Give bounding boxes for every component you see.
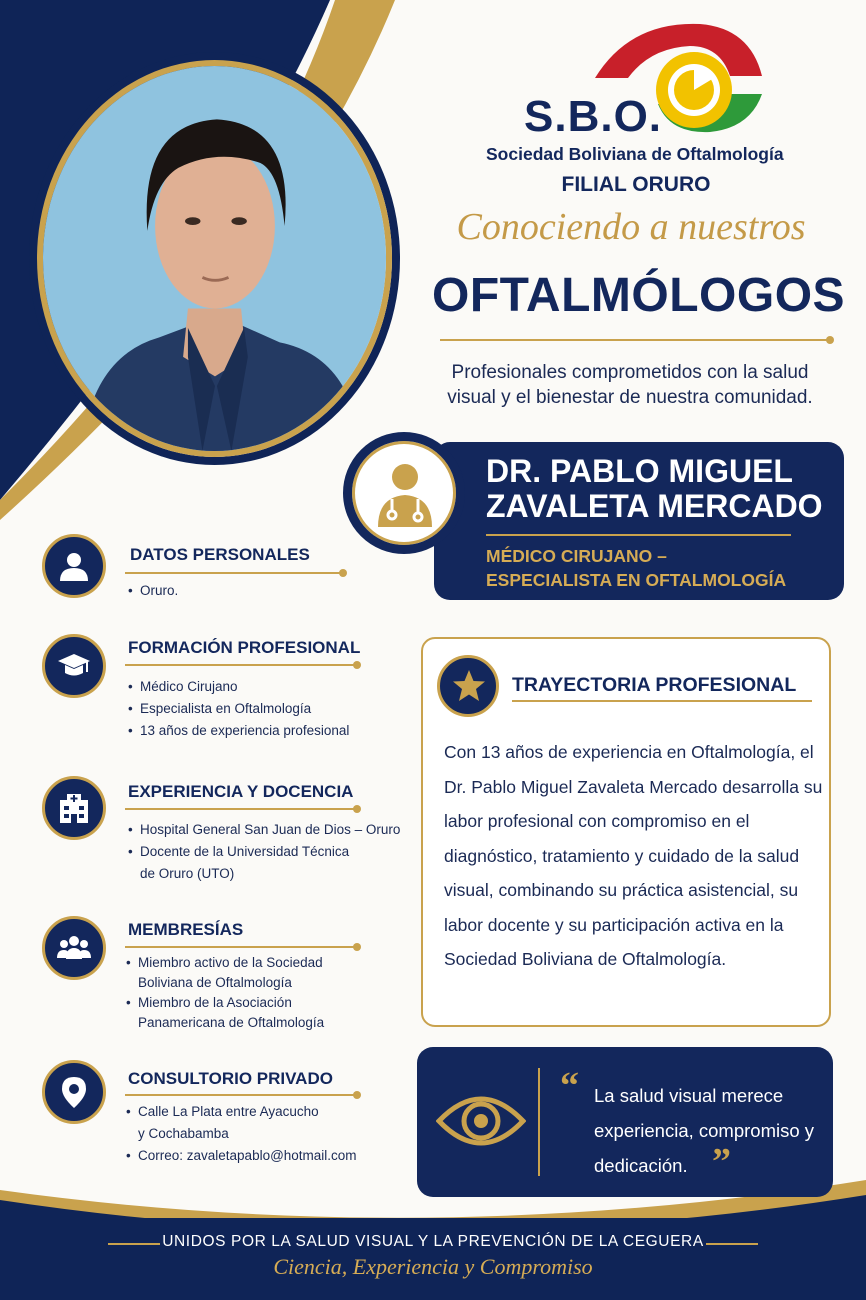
list-item: • Correo: zavaletapablo@hotmail.com bbox=[126, 1145, 416, 1167]
list-item: • 13 años de experiencia profesional bbox=[128, 720, 408, 742]
personal-data-divider bbox=[125, 572, 343, 574]
list-item-continuation: Boliviana de Oftalmología bbox=[138, 975, 292, 990]
quote-divider bbox=[538, 1068, 540, 1176]
memberships-divider bbox=[125, 946, 357, 948]
doctor-name-line1: DR. PABLO MIGUEL bbox=[486, 453, 793, 489]
office-list bbox=[126, 1101, 416, 1167]
personal-data-title: DATOS PERSONALES bbox=[130, 545, 310, 564]
list-item: • Miembro activo de la Sociedad bbox=[126, 953, 406, 973]
list-item-continuation: de Oruro (UTO) bbox=[140, 866, 235, 881]
office-title: CONSULTORIO PRIVADO bbox=[128, 1069, 333, 1088]
eye-icon bbox=[436, 1085, 526, 1157]
career-title: TRAYECTORIA PROFESIONAL bbox=[512, 674, 797, 696]
education-title: FORMACIÓN PROFESIONAL bbox=[128, 638, 361, 657]
list-item: • Miembro de la Asociación bbox=[126, 993, 406, 1013]
footer-tagline: Ciencia, Experiencia y Compromiso bbox=[273, 1254, 593, 1279]
office-divider bbox=[125, 1094, 357, 1096]
list-item-continuation: y Cochabamba bbox=[138, 1126, 229, 1141]
doctor-specialty-line2: ESPECIALISTA EN OFTALMOLOGÍA bbox=[486, 570, 787, 590]
title-divider-dot bbox=[826, 336, 834, 344]
doctor-icon bbox=[370, 459, 440, 529]
graduation-cap-icon bbox=[57, 649, 91, 683]
doctor-name-line2: ZAVALETA MERCADO bbox=[486, 488, 823, 524]
education-badge bbox=[42, 634, 106, 698]
doctor-portrait bbox=[37, 60, 392, 457]
office-badge bbox=[42, 1060, 106, 1124]
intro-text: Profesionales comprometidos con la salud visual y el bienestar de nuestra comunidad. bbox=[447, 362, 813, 408]
list-item: • Calle La Plata entre Ayacucho bbox=[126, 1101, 416, 1123]
title-divider bbox=[440, 339, 832, 341]
personal-data-list bbox=[128, 580, 408, 602]
group-icon bbox=[57, 931, 91, 965]
education-divider bbox=[125, 664, 357, 666]
logo-branch: FILIAL ORURO bbox=[561, 173, 711, 196]
list-item: • Docente de la Universidad Técnica bbox=[128, 841, 418, 863]
doctor-name-divider bbox=[486, 534, 791, 536]
experience-divider bbox=[125, 808, 357, 810]
location-pin-icon bbox=[57, 1075, 91, 1109]
doctor-name bbox=[486, 454, 826, 524]
experience-list bbox=[128, 819, 418, 885]
memberships-badge bbox=[42, 916, 106, 980]
close-quote-icon: ” bbox=[712, 1141, 731, 1183]
quote-text: La salud visual merece experiencia, compromiso y dedicación. bbox=[594, 1085, 815, 1176]
personal-data-badge bbox=[42, 534, 106, 598]
career-text: Con 13 años de experiencia en Oftalmología, el Dr. Pablo Miguel Zavaleta Mercado desarrolla su labor profesional con compromiso en el diagnóstico, tratamiento y cuidado de la salud visual, combinando su práctica asistencial, su labor docente y su participación activa en la Sociedad Boliviana de Oftalmología. bbox=[444, 742, 823, 969]
memberships-list bbox=[126, 953, 406, 1033]
list-item: • Médico Cirujano bbox=[128, 676, 408, 698]
user-icon bbox=[57, 549, 91, 583]
logo-acronym: S.B.O. bbox=[524, 92, 663, 141]
list-item: • Especialista en Oftalmología bbox=[128, 698, 408, 720]
career-badge bbox=[437, 655, 499, 717]
experience-title: EXPERIENCIA Y DOCENCIA bbox=[128, 782, 354, 801]
memberships-title: MEMBRESÍAS bbox=[128, 920, 244, 939]
doctor-badge bbox=[343, 432, 465, 554]
hospital-icon bbox=[57, 791, 91, 825]
script-title: Conociendo a nuestros bbox=[456, 206, 806, 248]
doctor-specialty bbox=[486, 544, 826, 592]
list-item: • Oruro. bbox=[128, 580, 408, 602]
list-item-continuation: Panamericana de Oftalmología bbox=[138, 1015, 325, 1030]
logo-society-name: Sociedad Boliviana de Oftalmología bbox=[486, 144, 784, 164]
career-divider bbox=[512, 700, 812, 702]
experience-badge bbox=[42, 776, 106, 840]
footer-slogan: UNIDOS POR LA SALUD VISUAL Y LA PREVENCIÓN DE LA CEGUERA bbox=[162, 1233, 704, 1250]
education-list bbox=[128, 676, 408, 742]
doctor-specialty-line1: MÉDICO CIRUJANO – bbox=[486, 546, 667, 566]
list-item: • Hospital General San Juan de Dios – Oruro bbox=[128, 819, 418, 841]
open-quote-icon: “ bbox=[560, 1065, 579, 1107]
main-title: OFTALMÓLOGOS bbox=[432, 269, 846, 322]
star-icon bbox=[451, 668, 487, 704]
